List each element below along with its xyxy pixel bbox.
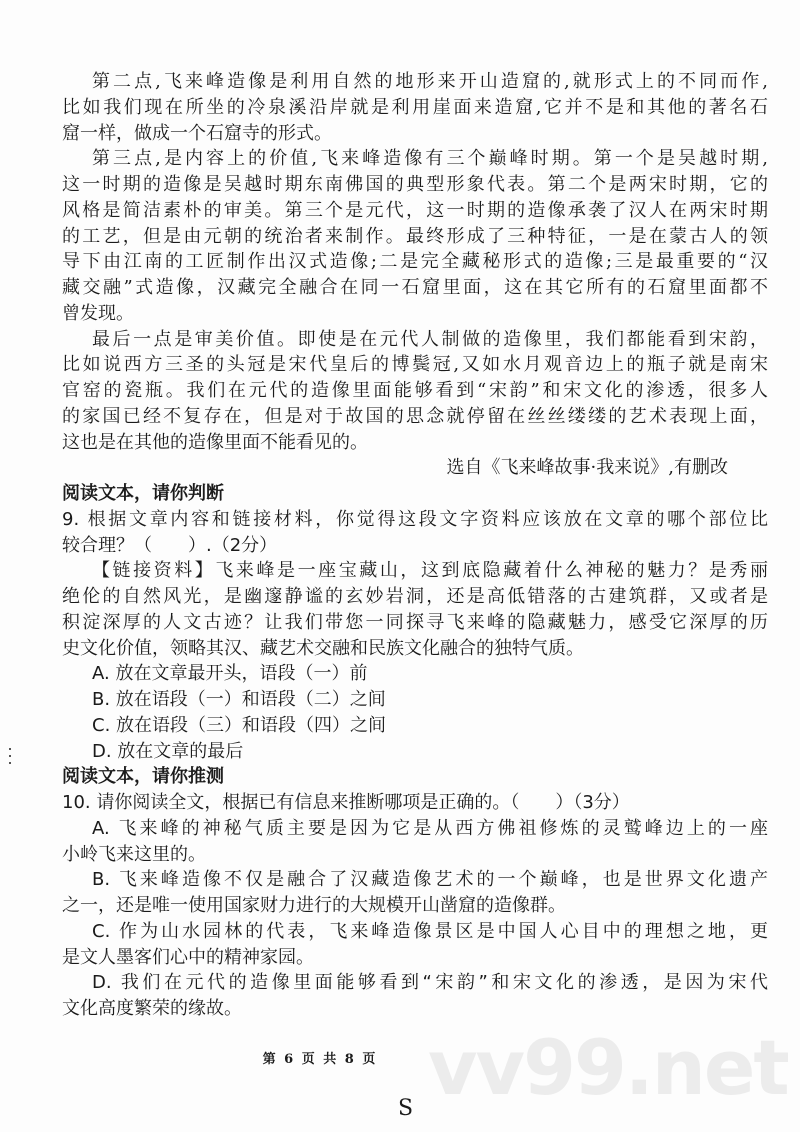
text-line: B. 飞来峰造像不仅是融合了汉藏造像艺术的一个巅峰，也是世界文化遗产 <box>92 869 768 891</box>
text-line: C. 放在语段（三）和语段（四）之间 <box>92 714 387 736</box>
binding-dots <box>9 748 12 769</box>
text-line: 积淀深厚的人文古迹？让我们带您一同探寻飞来峰的隐藏魅力，感受它深厚的历 <box>62 611 768 633</box>
text-line: 导下由江南的工匠制作出汉式造像;二是完全藏秘形式的造像;三是最重要的“汉 <box>62 251 768 273</box>
text-line: 小岭飞来这里的。 <box>62 843 206 865</box>
text-line: 这一时期的造像是吴越时期东南佛国的典型形象代表。第二个是两宋时期，它的 <box>62 174 768 195</box>
text-line: 是文人墨客们心中的精神家园。 <box>62 946 314 968</box>
text-line: 官窑的瓷瓶。我们在元代的造像里面能够看到“宋韵”和宋文化的渗透，很多人 <box>62 380 768 401</box>
section-heading: 阅读文本，请你推测 <box>62 766 224 788</box>
text-line: 窟一样，做成一个石窟寺的形式。 <box>62 122 332 144</box>
text-line: A. 放在文章最开头，语段（一）前 <box>92 663 368 685</box>
text-line: 的工艺，但是由元朝的统治者来制作。最终形成了三种特征，一是在蒙古人的领 <box>62 225 768 247</box>
text-line: D. 放在文章的最后 <box>92 740 244 762</box>
text-line: 曾发现。 <box>62 302 134 324</box>
text-line: 藏交融”式造像，汉藏完全融合在同一石窟里面，这在其它所有的石窟里面都不 <box>62 277 768 298</box>
page-number: 第 6 页 共 8 页 <box>262 1052 378 1067</box>
text-line: 比如我们现在所坐的冷泉溪沿岸就是利用崖面来造窟,它并不是和其他的著名石 <box>62 96 768 118</box>
section-heading: 阅读文本，请你判断 <box>62 483 224 504</box>
document-body <box>62 69 768 1022</box>
text-line: A. 飞来峰的神秘气质主要是因为它是从西方佛祖修炼的灵鹫峰边上的一座 <box>92 817 768 839</box>
text-line: 这也是在其他的造像里面不能看见的。 <box>62 431 368 453</box>
text-line: 比如说西方三圣的头冠是宋代皇后的博鬓冠,又如水月观音边上的瓶子就是南宋 <box>62 354 768 376</box>
text-line: 第二点,飞来峰造像是利用自然的地形来开山造窟的,就形式上的不同而作, <box>92 71 768 92</box>
text-line: 绝伦的自然风光，是幽邃静谧的玄妙岩洞，还是高低错落的古建筑群，又或者是 <box>62 586 768 607</box>
text-line: 9. 根据文章内容和链接材料，你觉得这段文字资料应该放在文章的哪个部位比 <box>62 508 768 530</box>
text-line: 最后一点是审美价值。即使是在元代人制做的造像里，我们都能看到宋韵， <box>92 328 768 350</box>
text-line: 风格是简洁素朴的审美。第三个是元代，这一时期的造像承袭了汉人在两宋时期 <box>62 199 768 221</box>
text-line: 文化高度繁荣的缘故。 <box>62 998 242 1019</box>
watermark: vv99.net <box>428 1023 788 1112</box>
text-line: C. 作为山水园林的代表，飞来峰造像景区是中国人心目中的理想之地，更 <box>92 920 768 942</box>
text-line: 之一，还是唯一使用国家财力进行的大规模开山凿窟的造像群。 <box>62 895 566 916</box>
text-line: 史文化价值，领略其汉、藏艺术交融和民族文化融合的独特气质。 <box>62 637 584 659</box>
text-line: 【链接资料】飞来峰是一座宝藏山，这到底隐藏着什么神秘的魅力？是秀丽 <box>92 560 768 582</box>
source-citation: 选自《飞来峰故事·我来说》,有删改 <box>446 457 728 479</box>
text-line: 较合理？（ ）.（2分） <box>62 534 278 556</box>
text-line: 的家国已经不复存在，但是对于故国的思念就停留在丝丝缕缕的艺术表现上面， <box>62 405 768 427</box>
text-line: 第三点,是内容上的价值,飞来峰造像有三个巅峰时期。第一个是吴越时期, <box>92 148 768 170</box>
text-line: D. 我们在元代的造像里面能够看到“宋韵”和宋文化的渗透，是因为宋代 <box>92 972 768 994</box>
text-line: 10. 请你阅读全文，根据已有信息来推断哪项是正确的。（ ）（3分） <box>62 792 630 813</box>
page-mark: S <box>398 1096 414 1121</box>
text-line: B. 放在语段（一）和语段（二）之间 <box>92 689 386 710</box>
